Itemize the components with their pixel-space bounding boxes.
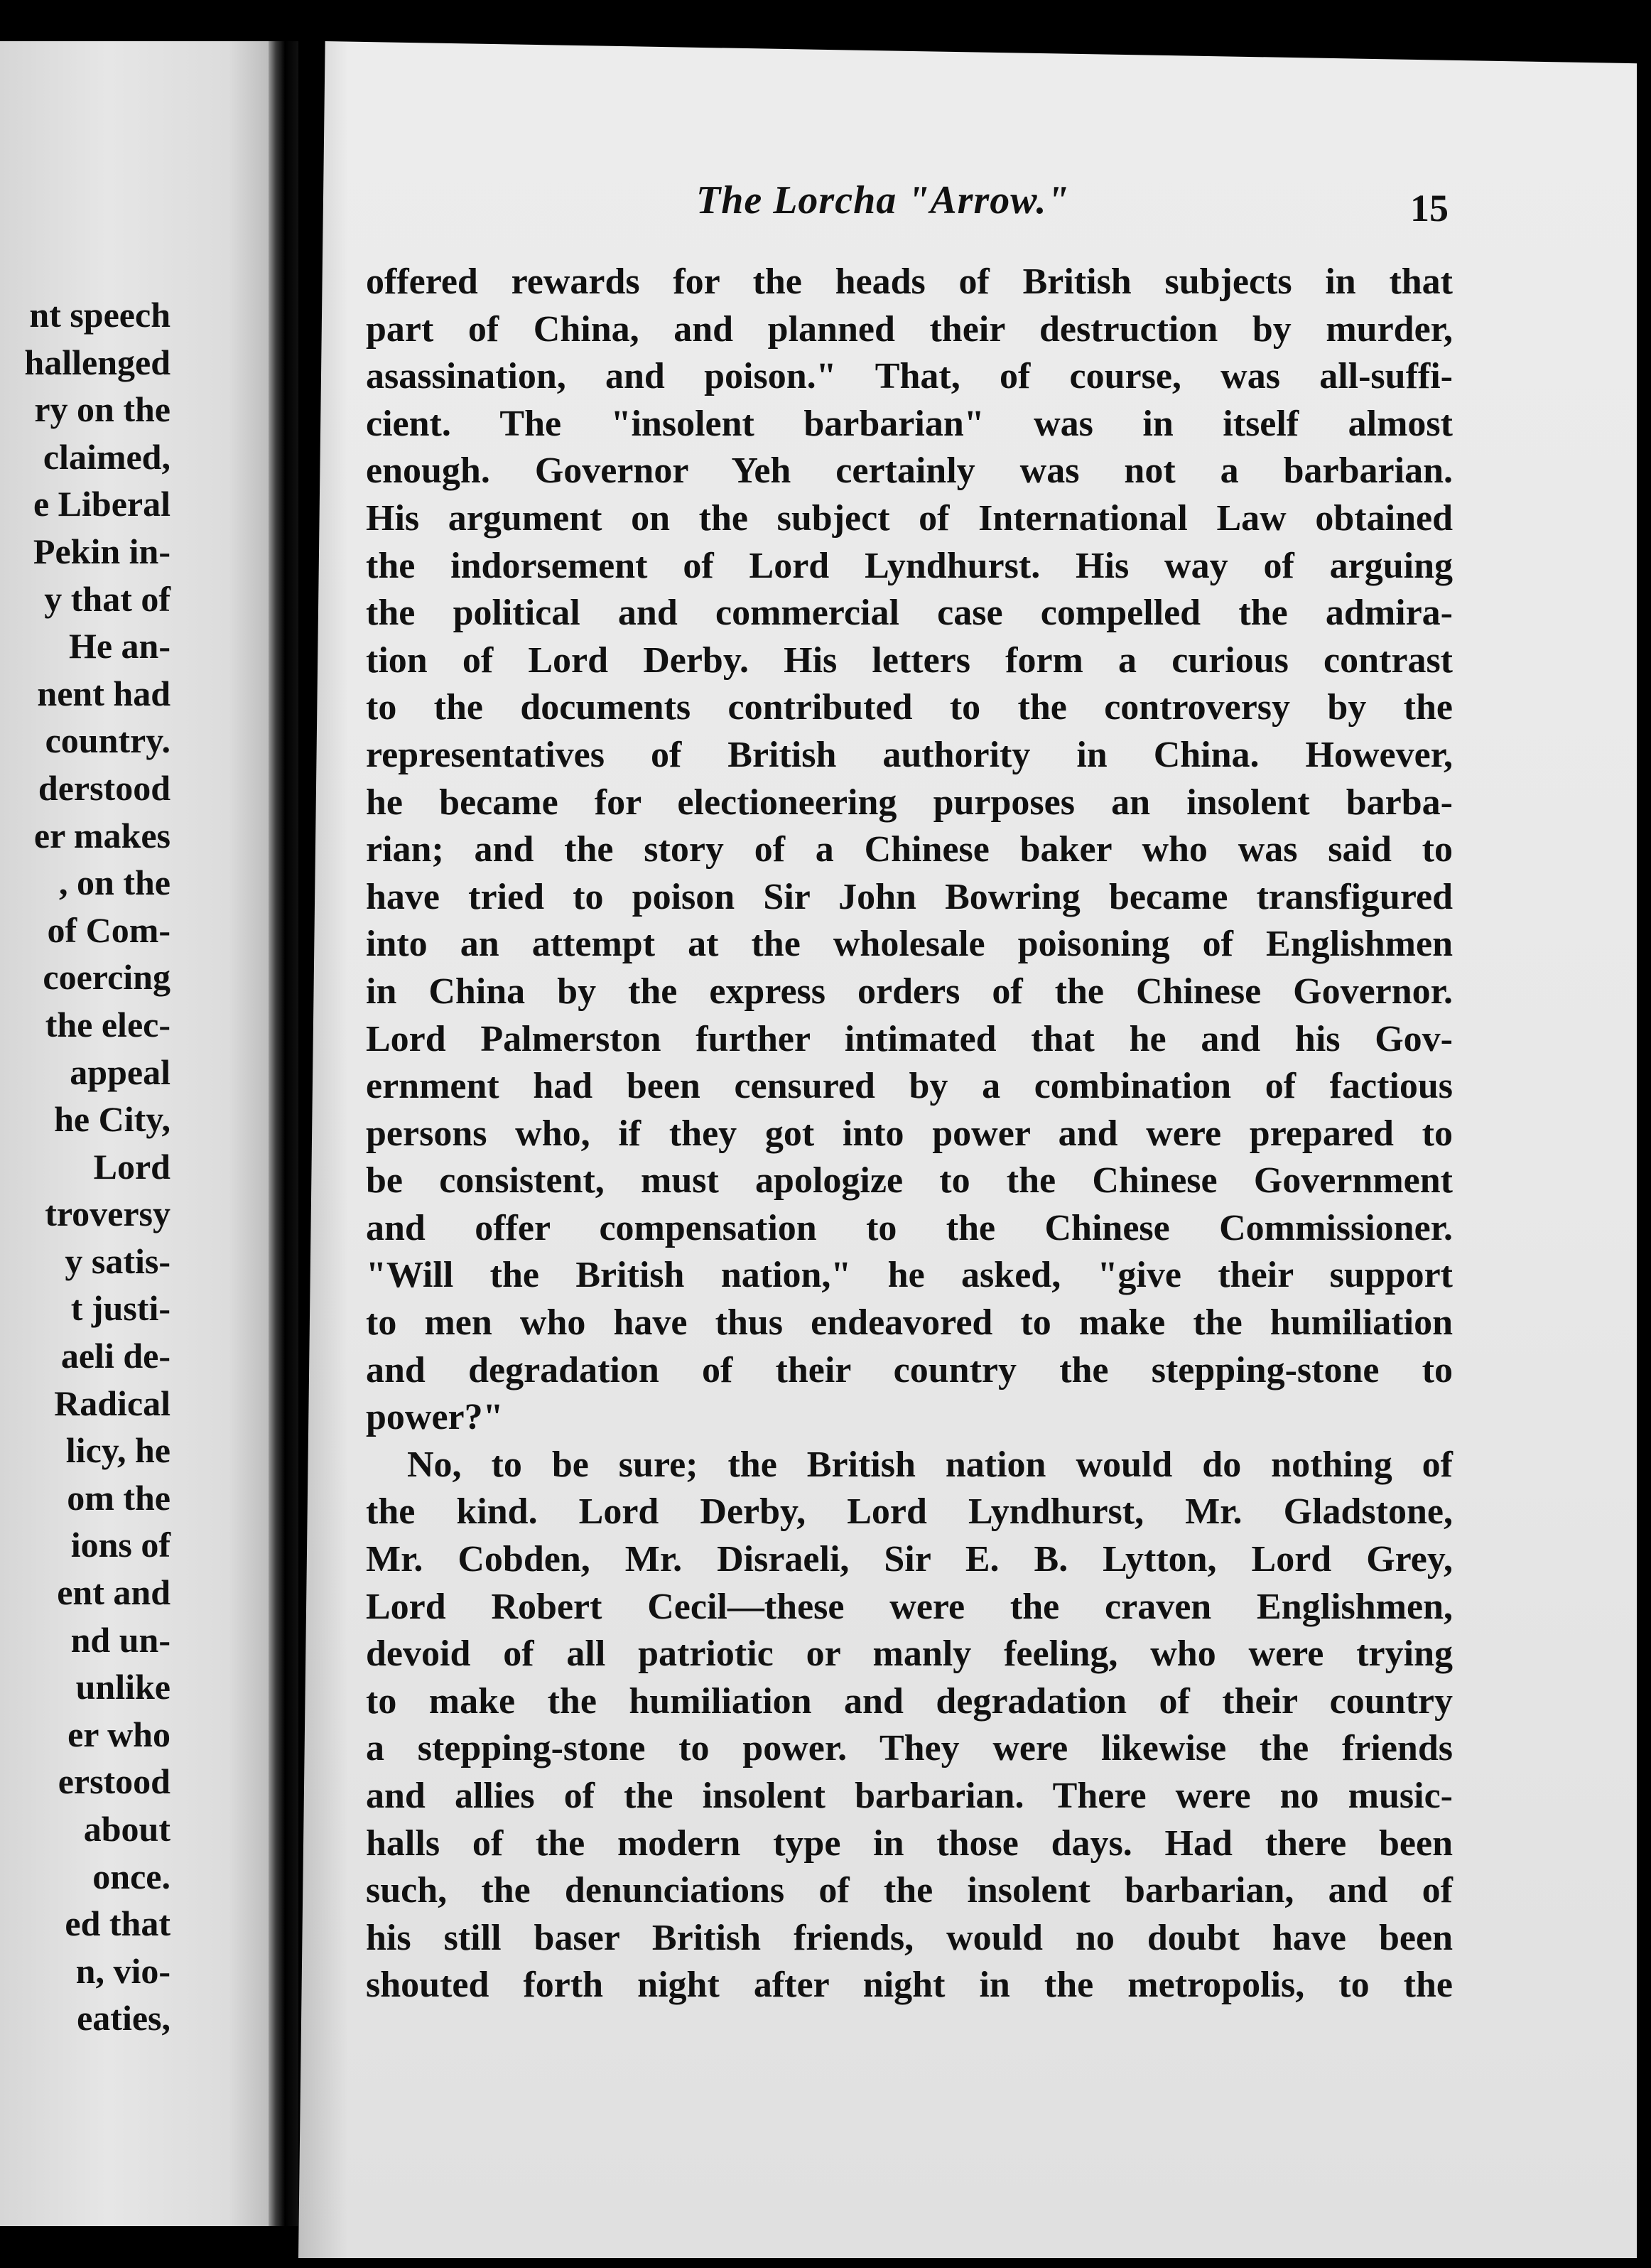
previous-page-line: aeli de- xyxy=(60,1336,170,1376)
text-line: His argument on the subject of International Law obtained xyxy=(366,497,1453,539)
previous-page-line: troversy xyxy=(45,1194,170,1234)
previous-page-line: once. xyxy=(92,1856,170,1896)
previous-page-line: eaties, xyxy=(77,1998,170,2038)
text-line: to men who have thus endeavored to make the humiliation xyxy=(366,1302,1453,1344)
text-line: representatives of British authority in China. However, xyxy=(366,734,1453,775)
previous-page-line: about xyxy=(83,1809,170,1849)
previous-page-line: of Com- xyxy=(47,909,170,950)
text-line: such, the denunciations of the insolent barbarian, and of xyxy=(366,1870,1453,1911)
previous-page-line: nt speech xyxy=(29,295,170,335)
previous-page-line: Radical xyxy=(54,1383,170,1423)
previous-page-line: the elec- xyxy=(45,1004,170,1044)
text-line: enough. Governor Yeh certainly was not a barbarian. xyxy=(366,450,1453,492)
text-line: have tried to poison Sir John Bowring became transfigured xyxy=(366,876,1453,917)
previous-page-line: unlike xyxy=(75,1667,170,1707)
previous-page-line: er who xyxy=(67,1714,170,1754)
previous-page-line: He an- xyxy=(68,626,170,666)
text-line: ernment had been censured by a combination of factious xyxy=(366,1066,1453,1107)
text-line: be consistent, must apologize to the Chinese Government xyxy=(366,1160,1453,1202)
previous-page-line: derstood xyxy=(38,767,170,808)
text-line: halls of the modern type in those days. Had there been xyxy=(366,1822,1453,1864)
text-line: cient. The "insolent barbarian" was in itself almost xyxy=(366,403,1453,444)
text-line: the political and commercial case compelled the admira- xyxy=(366,593,1453,634)
text-line: the indorsement of Lord Lyndhurst. His way of arguing xyxy=(366,545,1453,586)
previous-page-line: appeal xyxy=(70,1052,170,1092)
previous-page-line: claimed, xyxy=(43,436,170,477)
previous-page-line: Pekin in- xyxy=(33,531,170,571)
previous-page-line: coercing xyxy=(43,957,170,998)
book-gutter xyxy=(269,41,298,2226)
previous-page-line: licy, he xyxy=(65,1430,170,1471)
text-line: offered rewards for the heads of British subjects in that xyxy=(366,261,1453,302)
previous-page-line: country. xyxy=(45,720,170,761)
body-text xyxy=(366,259,1453,2009)
text-line: power?" xyxy=(366,1397,504,1438)
text-line: Mr. Cobden, Mr. Disraeli, Sir E. B. Lytton, Lord Grey, xyxy=(366,1539,1453,1580)
previous-page-line: he City, xyxy=(54,1099,170,1140)
previous-page-line: , on the xyxy=(59,863,170,903)
previous-page-line: om the xyxy=(67,1477,170,1518)
previous-page-line: Lord xyxy=(93,1146,170,1187)
text-line: and degradation of their country the stepping-stone to xyxy=(366,1349,1453,1390)
page-number: 15 xyxy=(1410,187,1449,230)
text-line: asassination, and poison." That, of course, was all-suffi- xyxy=(366,356,1453,397)
previous-page-line: hallenged xyxy=(24,342,170,382)
running-head: The Lorcha "Arrow." xyxy=(696,178,1070,222)
text-line: a stepping-stone to power. They were likewise the friends xyxy=(366,1728,1453,1769)
text-line: part of China, and planned their destruction by murder, xyxy=(366,308,1453,350)
text-line: Lord Palmerston further intimated that he and his Gov- xyxy=(366,1018,1453,1059)
previous-page-line: erstood xyxy=(58,1761,170,1802)
text-line: rian; and the story of a Chinese baker who was said to xyxy=(366,829,1453,870)
text-line: the kind. Lord Derby, Lord Lyndhurst, Mr. Gladstone, xyxy=(366,1491,1453,1533)
previous-page-line: nd un- xyxy=(70,1619,170,1660)
text-line: devoid of all patriotic or manly feeling, who were trying xyxy=(366,1634,1453,1675)
previous-page-line: er makes xyxy=(33,815,170,855)
previous-page xyxy=(0,41,269,2226)
text-line: Lord Robert Cecil—these were the craven Englishmen, xyxy=(366,1586,1453,1627)
text-line: his still baser British friends, would no doubt have been xyxy=(366,1917,1453,1958)
text-line: and offer compensation to the Chinese Commissioner. xyxy=(366,1207,1453,1248)
text-line: tion of Lord Derby. His letters form a curious contrast xyxy=(366,639,1453,681)
previous-page-line: n, vio- xyxy=(75,1950,170,1991)
previous-page-line: ed that xyxy=(65,1904,170,1944)
previous-page-line: ent and xyxy=(57,1572,170,1613)
text-line: he became for electioneering purposes an insolent barba- xyxy=(366,782,1453,823)
previous-page-line: e Liberal xyxy=(33,484,170,524)
page-shadow xyxy=(298,41,348,2258)
text-line: to make the humiliation and degradation of their country xyxy=(366,1680,1453,1722)
text-line: shouted forth night after night in the metropolis, to the xyxy=(366,1965,1453,2006)
text-line: to the documents contributed to the controversy by the xyxy=(366,687,1453,728)
previous-page-text xyxy=(24,291,170,2042)
previous-page-line: ions of xyxy=(70,1525,170,1565)
previous-page-line: nent had xyxy=(37,673,170,713)
text-line: into an attempt at the wholesale poisoning of Englishmen xyxy=(366,924,1453,965)
text-line: in China by the express orders of the Chinese Governor. xyxy=(366,971,1453,1012)
previous-page-line: y that of xyxy=(44,578,170,619)
text-line: "Will the British nation," he asked, "give their support xyxy=(366,1255,1453,1296)
previous-page-line: y satis- xyxy=(65,1241,170,1281)
text-line: and allies of the insolent barbarian. There were no music- xyxy=(366,1776,1453,1816)
text-line: persons who, if they got into power and were prepared to xyxy=(366,1113,1453,1154)
text-line: No, to be sure; the British nation would do nothing of xyxy=(407,1444,1453,1485)
previous-page-line: ry on the xyxy=(34,389,170,430)
previous-page-line: t justi- xyxy=(70,1288,170,1329)
